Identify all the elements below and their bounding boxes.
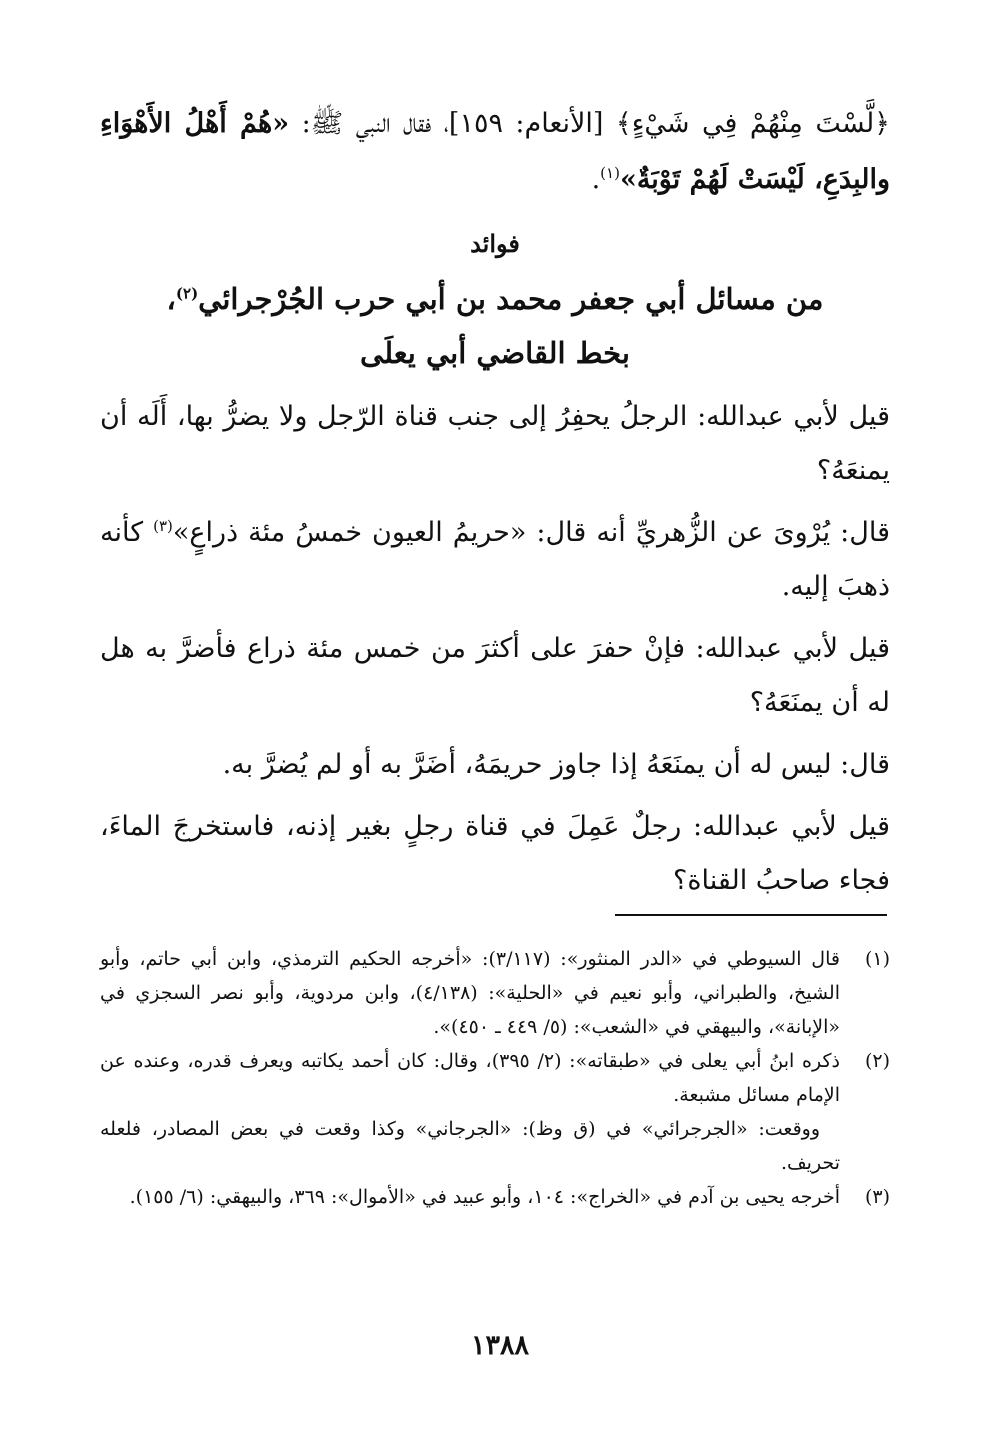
qa-paragraph-2 (100, 506, 890, 614)
footnote-text: أخرجه يحيى بن آدم في «الخراج»: ١٠٤، وأبو عبيد في «الأموال»: ٣٦٩، والبيهقي: (٦/ ١٥٥). (129, 1186, 840, 1208)
main-text (100, 96, 890, 916)
footnote-text: ذكره ابنُ أبي يعلى في «طبقاته»: (٢/ ٣٩٥)، وقال: كان أحمد يكاتبه ويعرف قدره، وعنده عن الإمام مسائل مشبعة. (100, 1050, 840, 1106)
footnote-text: قال السيوطي في «الدر المنثور»: (٣/١١٧): «أخرجه الحكيم الترمذي، وابن أبي حاتم، وأبو الشيخ، والطبراني، وأبو نعيم في «الحلية»: (٤/١٣٨)، وابن مردوية، وأبو نصر السجزي في «الإبانة»، والبيهقي في «الشعب»: (٥/ ٤٤٩ ـ ٤٥٠)». (100, 948, 840, 1038)
footnote-2-continuation: ووقعت: «الجرجرائي» في (ق وظ): «الجرجاني» وكذا وقعت في بعض المصادر، فلعله تحريف. (100, 1118, 840, 1174)
section-heading-line1 (100, 272, 890, 326)
footnote-number: (١) (864, 948, 890, 970)
footnote-separator (615, 914, 887, 916)
section-heading-line2: بخط القاضي أبي يعلَى (360, 336, 630, 370)
qa-2-text: قال: يُرْوىَ عن الزُّهريِّ أنه قال: «حريمُ العيون خمسُ مئة ذراعٍ» (172, 517, 891, 548)
heading-comma: ، (166, 282, 176, 316)
heading-title: من مسائل أبي جعفر محمد بن أبي حرب الجُرْجرائي (198, 282, 824, 316)
intro-paragraph (100, 96, 890, 208)
footnote-number: (٢) (864, 1050, 890, 1072)
qa-paragraph-4: قال: ليس له أن يمنَعَهُ إذا جاوز حريمَهُ، أضَرَّ به أو لم يُضرَّ به. (222, 749, 890, 780)
footnote-number: (٣) (864, 1186, 890, 1208)
footnote-3 (100, 1180, 890, 1214)
qa-paragraph-3: قيل لأبي عبدالله: فإنْ حفرَ على أكثرَ من خمس مئة ذراع فأضرَّ به هل له أن يمنَعَهُ؟ (100, 633, 890, 718)
hadith-quote: «هُمْ أَهْلُ الأَهْوَاءِ والبِدَعِ، لَيْسَتْ لَهُمْ تَوْبَةٌ» (100, 108, 890, 195)
page-number: ١٣٨٨ (470, 1330, 529, 1361)
intro-end: . (591, 164, 601, 195)
footnote-ref-1: (١) (600, 164, 620, 182)
footnotes (100, 942, 890, 1214)
qa-paragraph-1: قيل لأبي عبدالله: الرجلُ يحفِرُ إلى جنب قناة الرّجل ولا يضرُّ بها، أَلَه أن يمنعَهُ؟ (100, 401, 890, 486)
footnote-2 (100, 1044, 890, 1112)
footnote-ref-3: (٣) (153, 517, 173, 535)
footnote-1 (100, 942, 890, 1044)
section-heading-small: فوائد (470, 229, 520, 258)
intro-text: ﴿لَّسْتَ مِنْهُمْ فِي شَيْءٍ﴾ [الأنعام: ١٥٩]، فقال النبي ﷺ: (289, 108, 890, 139)
qa-2-after: كأنه ذهبَ إليه. (100, 517, 890, 602)
footnote-ref-2: (٢) (175, 284, 199, 303)
qa-paragraph-5: قيل لأبي عبدالله: رجلٌ عَمِلَ في قناة رجلٍ بغير إذنه، فاستخرجَ الماءَ، فجاء صاحبُ القناة؟ (100, 811, 890, 896)
